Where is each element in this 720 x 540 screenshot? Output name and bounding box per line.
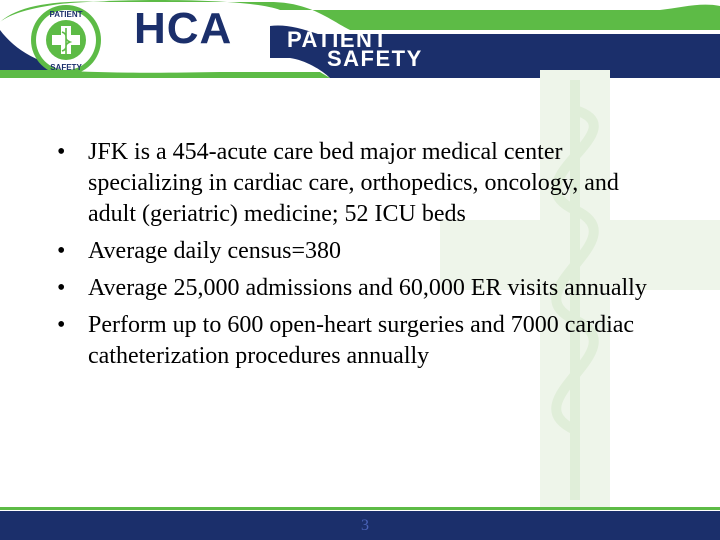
list-item: [57, 236, 657, 267]
logo-top-text: PATIENT: [49, 10, 83, 19]
caduceus-cross-icon: [30, 4, 102, 76]
bullet-symbol: •: [57, 312, 66, 338]
list-item: [57, 137, 657, 230]
banner-safety-text: SAFETY: [327, 46, 423, 71]
bullet-list: [57, 137, 657, 378]
logo-bottom-text: SAFETY: [50, 63, 82, 72]
bullet-text: Average 25,000 admissions and 60,000 ER visits annually: [88, 275, 647, 301]
bullet-text: Perform up to 600 open-heart surgeries and 7000 cardiac catheterization procedures annually: [88, 312, 635, 369]
bullet-symbol: •: [57, 238, 66, 264]
bullet-symbol: •: [57, 139, 66, 165]
bullet-text: Average daily census=380: [88, 238, 342, 264]
slide-header: [0, 0, 720, 78]
list-item: [57, 310, 657, 372]
banner-patient-text: PATIENT: [287, 27, 389, 52]
bullet-text: JFK is a 454-acute care bed major medical center specializing in cardiac care, orthopedics, oncology, and adult (geriatric) medicine; 52 ICU beds: [88, 139, 619, 227]
list-item: [57, 273, 657, 304]
brand-logo-text: HCA: [134, 4, 233, 53]
bullet-symbol: •: [57, 275, 66, 301]
page-number: 3: [361, 517, 369, 534]
footer-divider: [0, 507, 720, 510]
